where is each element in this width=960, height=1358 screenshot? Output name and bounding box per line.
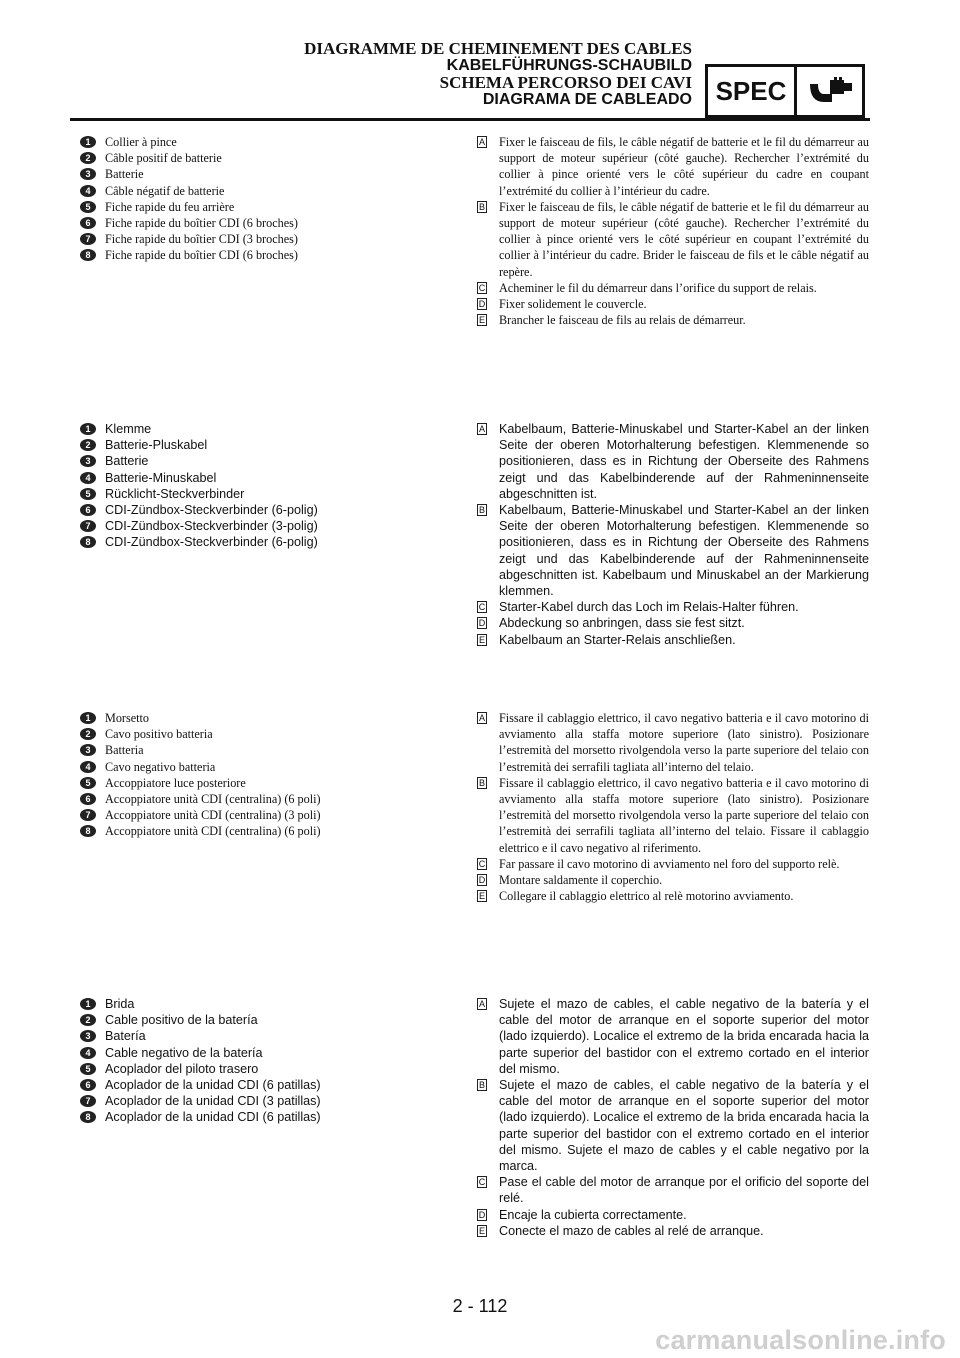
list-item: [80, 486, 460, 502]
spec-label: SPEC: [708, 67, 797, 115]
part-label: Cavo negativo batteria: [105, 759, 216, 774]
part-label: Câble positif de batterie: [105, 151, 222, 166]
note-text: Far passare il cavo motorino di avviamento nel foro del supporto relè.: [499, 856, 840, 871]
letter-marker: B: [478, 1080, 485, 1091]
note-text: Fixer solidement le couvercle.: [499, 297, 647, 312]
list-item: [80, 807, 460, 823]
number-marker: 5: [80, 777, 96, 789]
list-item: [477, 856, 869, 872]
page-number: 2 - 112: [452, 1296, 508, 1316]
note-text: Pase el cable del motor de arranque por el orificio del soporte del relé.: [499, 1175, 869, 1206]
letter-marker: B: [478, 201, 485, 212]
list-item: [80, 453, 460, 469]
notes-list-italian: [477, 710, 869, 904]
number-marker: 2: [80, 439, 96, 451]
part-label: Batteria: [105, 743, 144, 758]
number-marker: 3: [80, 168, 96, 180]
number-marker: 2: [80, 728, 96, 740]
note-text: Fissare il cablaggio elettrico, il cavo negativo batteria e il cavo motorino di avviamento alla staffa motore superiore (lato sinistro). Posizionare l’estremità del morsetto rivolgendola verso la parte superiore del telaio con l’estremità dei serrafili tagliata all’interno del telaio.: [499, 711, 869, 774]
part-label: Cable negativo de la batería: [105, 1045, 263, 1060]
list-item: [80, 199, 460, 215]
note-text: Fixer le faisceau de fils, le câble négatif de batterie et le fil du démarreur au support de moteur supérieur (côté gauche). Rechercher l’extrémité du collier à pince orienté vers le côté supérieur du cadre en coupant l’extrémité du collier à l’intérieur du cadre.: [499, 135, 869, 198]
part-label: Fiche rapide du feu arrière: [105, 199, 235, 214]
parts-list-spanish: [80, 996, 460, 1126]
part-label: Acoplador de la unidad CDI (3 patillas): [105, 1094, 321, 1109]
list-item: [477, 296, 869, 312]
title-german: KABELFÜHRUNGS-SCHAUBILD: [446, 57, 692, 74]
number-marker: 6: [80, 1079, 96, 1091]
title-spanish: DIAGRAMA DE CABLEADO: [482, 91, 692, 108]
list-item: [80, 1077, 460, 1093]
note-text: Kabelbaum an Starter-Relais anschließen.: [499, 632, 736, 647]
number-marker: 4: [80, 1047, 96, 1059]
list-item: [80, 1028, 460, 1044]
list-item: [80, 1093, 460, 1109]
number-marker: 3: [80, 455, 96, 467]
list-item: [477, 888, 869, 904]
letter-marker: E: [478, 891, 485, 902]
part-label: Accoppiatore unità CDI (centralina) (6 poli): [105, 792, 321, 807]
parts-list-german: [80, 421, 460, 551]
number-marker: 6: [80, 793, 96, 805]
list-item: [80, 421, 460, 437]
number-marker: 1: [80, 712, 96, 724]
number-marker: 7: [80, 520, 96, 532]
letter-marker: B: [478, 505, 485, 516]
note-text: Sujete el mazo de cables, el cable negativo de la batería y el cable del motor de arranque en el soporte superior del motor (lado izquierdo). Localice el extremo de la brida encarada hacia la parte superior del bastidor con el extremo cortado en el interior del mismo. Sujete el mazo de cables y el cable negativo por la marca.: [499, 1078, 869, 1174]
list-item: [477, 1077, 869, 1174]
letter-marker: C: [478, 858, 486, 869]
note-text: Brancher le faisceau de fils au relais de démarreur.: [499, 313, 746, 328]
number-marker: 7: [80, 233, 96, 245]
number-marker: 8: [80, 825, 96, 837]
part-label: CDI-Zündbox-Steckverbinder (6-polig): [105, 535, 318, 550]
list-item: [80, 1045, 460, 1061]
list-item: [80, 518, 460, 534]
list-item: [80, 1061, 460, 1077]
part-label: Accoppiatore luce posteriore: [105, 775, 246, 790]
watermark: carmanualsonline.info: [655, 1325, 946, 1355]
list-item: [80, 742, 460, 758]
note-text: Abdeckung so anbringen, dass sie fest sitzt.: [499, 616, 745, 631]
number-marker: 3: [80, 1030, 96, 1042]
list-item: [80, 1012, 460, 1028]
spec-badge: [705, 64, 865, 118]
list-item: [477, 632, 869, 648]
part-label: Batterie: [105, 167, 144, 182]
part-label: Fiche rapide du boîtier CDI (6 broches): [105, 216, 298, 231]
number-marker: 8: [80, 536, 96, 548]
number-marker: 7: [80, 809, 96, 821]
list-item: [80, 134, 460, 150]
letter-marker: A: [478, 713, 485, 723]
note-text: Starter-Kabel durch das Loch im Relais-Halter führen.: [499, 600, 799, 615]
number-marker: 5: [80, 1063, 96, 1075]
list-item: [80, 534, 460, 550]
list-item: [477, 1223, 869, 1239]
number-marker: 1: [80, 136, 96, 148]
note-text: Conecte el mazo de cables al relé de arranque.: [499, 1223, 764, 1238]
list-item: [477, 502, 869, 599]
number-marker: 6: [80, 504, 96, 516]
list-item: [477, 872, 869, 888]
header-titles: [304, 40, 692, 108]
list-item: [477, 280, 869, 296]
number-marker: 2: [80, 1014, 96, 1026]
list-item: [80, 247, 460, 263]
list-item: [477, 1174, 869, 1206]
part-label: Batterie: [105, 454, 149, 469]
part-label: Batterie-Minuskabel: [105, 470, 217, 485]
part-label: Cable positivo de la batería: [105, 1013, 258, 1028]
part-label: CDI-Zündbox-Steckverbinder (6-polig): [105, 503, 318, 518]
note-text: Fissare il cablaggio elettrico, il cavo negativo batteria e il cavo motorino di avviamento alla staffa motore superiore (lato sinistro). Posizionare l’estremità del morsetto rivolgendola verso la parte superiore del telaio con l’estremità dei serrafili tagliata all’interno del telaio. Fissare il cablaggio elettrico e il cavo negativo al riferimento.: [499, 775, 869, 855]
part-label: Acoplador de la unidad CDI (6 patillas): [105, 1110, 321, 1125]
letter-marker: E: [478, 634, 485, 645]
list-item: [80, 996, 460, 1012]
list-item: [80, 470, 460, 486]
note-text: Montare saldamente il coperchio.: [499, 873, 663, 888]
list-item: [80, 775, 460, 791]
letter-marker: A: [478, 424, 485, 434]
letter-marker: C: [478, 602, 486, 613]
note-text: Sujete el mazo de cables, el cable negativo de la batería y el cable del motor de arranque en el soporte superior del motor (lado izquierdo). Localice el extremo de la brida encarada hacia la parte superior del bastidor con el extremo cortado en el interior del mismo.: [499, 997, 869, 1076]
number-marker: 5: [80, 488, 96, 500]
part-label: Brida: [105, 997, 135, 1011]
note-text: Kabelbaum, Batterie-Minuskabel und Starter-Kabel an der linken Seite der oberen Motorhalterung befestigen. Klemmenende so positionieren, dass es in Richtung der Oberseite des Rahmens zeigt und das Kabelbinderende auf der Rahmeninnenseite abgeschnitten ist. Kabelbaum und Minuskabel an der Markierung klemmen.: [499, 503, 869, 599]
list-item: [477, 1207, 869, 1223]
list-item: [80, 437, 460, 453]
part-label: Klemme: [105, 422, 152, 436]
list-item: [477, 134, 869, 199]
letter-marker: C: [478, 1177, 486, 1188]
letter-marker: B: [478, 777, 485, 788]
number-marker: 8: [80, 1111, 96, 1123]
list-item: [80, 502, 460, 518]
note-text: Acheminer le fil du démarreur dans l’orifice du support de relais.: [499, 280, 817, 295]
parts-list-french: [80, 134, 460, 264]
list-item: [80, 726, 460, 742]
number-marker: 2: [80, 152, 96, 164]
list-item: [80, 150, 460, 166]
letter-marker: E: [478, 315, 485, 326]
list-item: [477, 615, 869, 631]
notes-list-spanish: [477, 996, 869, 1239]
note-text: Fixer le faisceau de fils, le câble négatif de batterie et le fil du démarreur au support de moteur supérieur (côté gauche). Rechercher l’extrémité du collier à pince orienté vers le côté supérieur en coupant l’extrémité du collier à l’intérieur du cadre. Brider le faisceau de fils et le câble négatif au repère.: [499, 199, 869, 279]
caliper-icon: [797, 67, 862, 115]
list-item: [477, 199, 869, 280]
part-label: Câble négatif de batterie: [105, 183, 225, 198]
part-label: Fiche rapide du boîtier CDI (3 broches): [105, 232, 298, 247]
list-item: [80, 1109, 460, 1125]
part-label: Acoplador de la unidad CDI (6 patillas): [105, 1078, 321, 1093]
letter-marker: A: [478, 999, 485, 1009]
list-item: [80, 231, 460, 247]
number-marker: 4: [80, 761, 96, 773]
note-text: Collegare il cablaggio elettrico al relè motorino avviamento.: [499, 889, 794, 904]
letter-marker: C: [478, 282, 486, 293]
list-item: [80, 166, 460, 182]
notes-list-french: [477, 134, 869, 328]
part-label: CDI-Zündbox-Steckverbinder (3-polig): [105, 519, 318, 534]
number-marker: 4: [80, 472, 96, 484]
list-item: [477, 775, 869, 856]
part-label: Morsetto: [105, 711, 150, 725]
part-label: Fiche rapide du boîtier CDI (6 broches): [105, 248, 298, 263]
part-label: Batterie-Pluskabel: [105, 438, 208, 453]
number-marker: 8: [80, 249, 96, 261]
letter-marker: D: [478, 299, 486, 310]
list-item: [80, 183, 460, 199]
number-marker: 1: [80, 998, 96, 1010]
list-item: [477, 312, 869, 328]
list-item: [80, 759, 460, 775]
number-marker: 5: [80, 201, 96, 213]
part-label: Rücklicht-Steckverbinder: [105, 486, 245, 501]
number-marker: 4: [80, 185, 96, 197]
list-item: [477, 421, 869, 502]
header-rule: [70, 118, 870, 121]
letter-marker: E: [478, 1225, 485, 1236]
part-label: Acoplador del piloto trasero: [105, 1061, 259, 1076]
list-item: [477, 996, 869, 1077]
list-item: [80, 710, 460, 726]
list-item: [80, 215, 460, 231]
part-label: Accoppiatore unità CDI (centralina) (6 poli): [105, 824, 321, 839]
letter-marker: D: [478, 1209, 486, 1220]
title-french: DIAGRAMME DE CHEMINEMENT DES CABLES: [304, 39, 692, 58]
number-marker: 6: [80, 217, 96, 229]
part-label: Batería: [105, 1029, 146, 1044]
part-label: Cavo positivo batteria: [105, 727, 213, 742]
list-item: [80, 791, 460, 807]
list-item: [477, 710, 869, 775]
list-item: [80, 823, 460, 839]
number-marker: 7: [80, 1095, 96, 1107]
list-item: [477, 599, 869, 615]
title-italian: SCHEMA PERCORSO DEI CAVI: [439, 73, 692, 92]
letter-marker: A: [478, 137, 485, 147]
part-label: Accoppiatore unità CDI (centralina) (3 poli): [105, 808, 321, 823]
number-marker: 3: [80, 744, 96, 756]
parts-list-italian: [80, 710, 460, 840]
part-label: Collier à pince: [105, 135, 177, 149]
note-text: Kabelbaum, Batterie-Minuskabel und Starter-Kabel an der linken Seite der oberen Motorhalterung befestigen. Klemmenende so positionieren, dass es in Richtung der Oberseite des Rahmens zeigt und das Kabelbinderende auf der Rahmeninnenseite abgeschnitten ist.: [499, 422, 869, 501]
letter-marker: D: [478, 875, 486, 886]
note-text: Encaje la cubierta correctamente.: [499, 1207, 687, 1222]
letter-marker: D: [478, 618, 486, 629]
notes-list-german: [477, 421, 869, 648]
number-marker: 1: [80, 423, 96, 435]
